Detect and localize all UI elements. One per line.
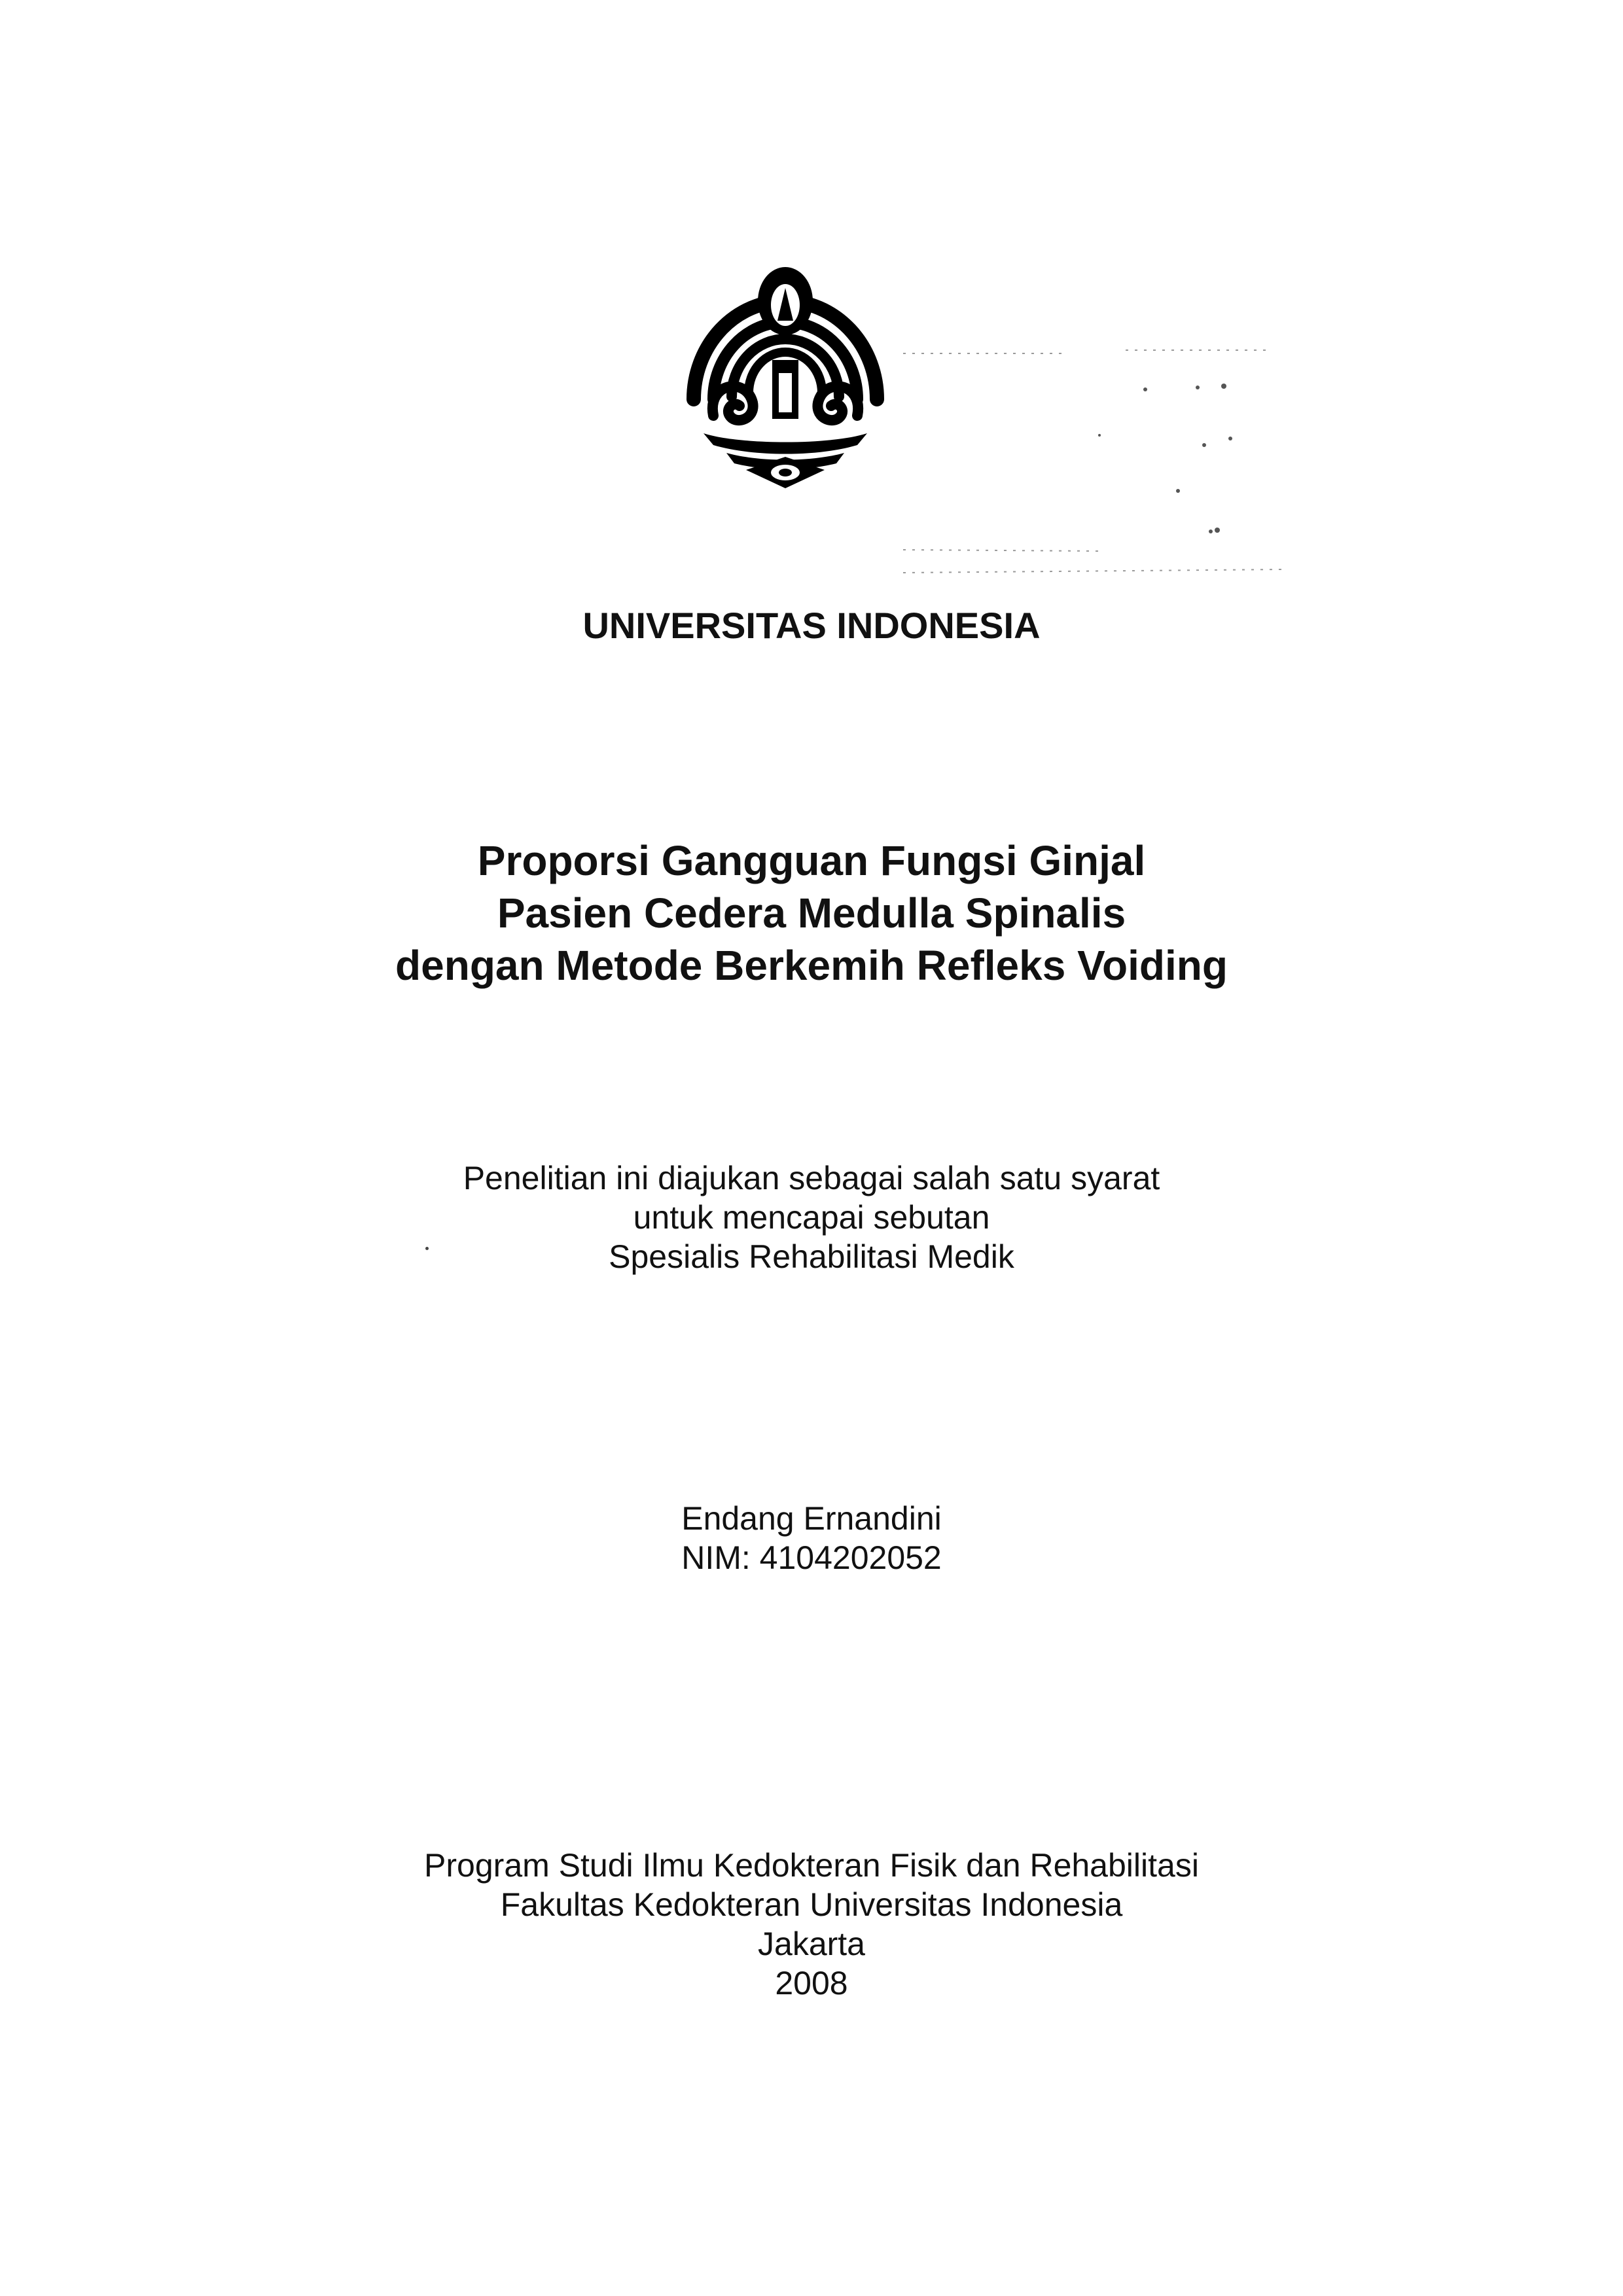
purpose-line: untuk mencapai sebutan	[633, 1199, 990, 1236]
scan-artifact	[903, 340, 1283, 589]
purpose-line: Penelitian ini diajukan sebagai salah satu syarat	[463, 1160, 1160, 1196]
program-line: Fakultas Kedokteran Universitas Indonesia	[500, 1886, 1123, 1923]
author-block	[0, 1499, 1623, 1577]
submission-purpose	[0, 1158, 1623, 1276]
program-line: Jakarta	[758, 1926, 865, 1962]
universitas-indonesia-seal-icon	[668, 249, 903, 491]
author-nim: NIM: 4104202052	[681, 1539, 942, 1576]
author-name: Endang Ernandini	[681, 1500, 942, 1537]
program-block	[0, 1846, 1623, 2003]
program-line: Program Studi Ilmu Kedokteran Fisik dan Rehabilitasi	[424, 1847, 1199, 1884]
purpose-line: Spesialis Rehabilitasi Medik	[609, 1238, 1014, 1275]
institution-name: UNIVERSITAS INDONESIA	[582, 605, 1041, 646]
title-line: Proporsi Gangguan Fungsi Ginjal	[477, 837, 1146, 884]
thesis-title	[0, 834, 1623, 992]
program-line: 2008	[775, 1965, 848, 2001]
title-line: dengan Metode Berkemih Refleks Voiding	[395, 942, 1228, 989]
title-line: Pasien Cedera Medulla Spinalis	[497, 889, 1126, 937]
scan-speck	[425, 1247, 429, 1250]
